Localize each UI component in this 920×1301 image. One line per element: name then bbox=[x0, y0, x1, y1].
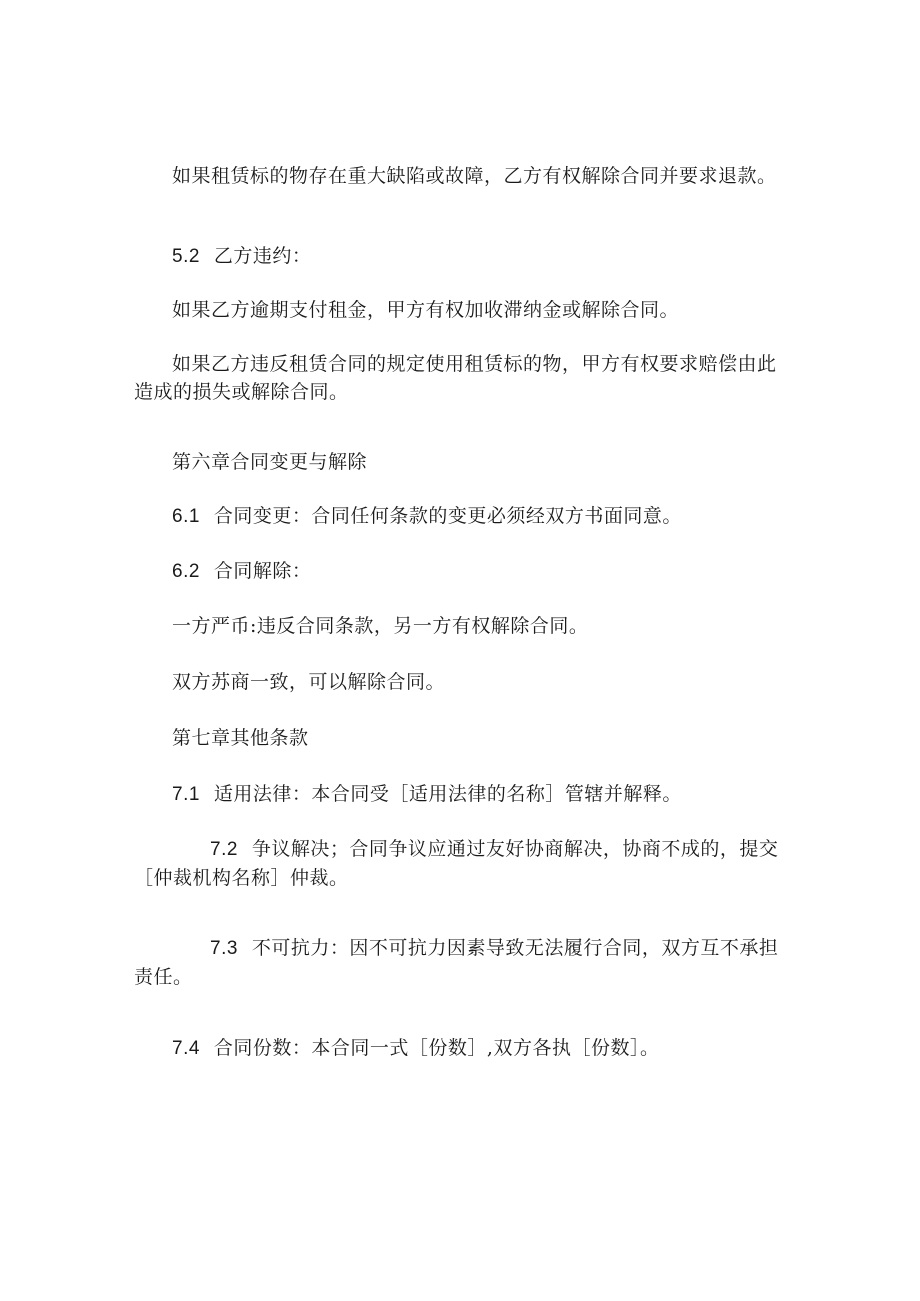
paragraph-lessor-breach-defect bbox=[134, 162, 784, 190]
paragraph-text: 如果乙方逾期支付租金，甲方有权加收滞纳金或解除合同。 bbox=[172, 299, 680, 321]
paragraph-misuse bbox=[134, 350, 784, 406]
chapter-6-heading bbox=[172, 448, 792, 476]
clause-text: 适用法律：本合同受［适用法律的名称］管辖并解释。 bbox=[213, 783, 682, 805]
clause-7-1 bbox=[172, 780, 792, 809]
clause-text: 合同变更：合同任何条款的变更必须经双方书面同意。 bbox=[213, 505, 682, 527]
paragraph-text: 一方严币:违反合同条款，另一方有权解除合同。 bbox=[172, 615, 589, 637]
chapter-title: 第六章合同变更与解除 bbox=[172, 451, 368, 473]
paragraph-late-rent bbox=[172, 296, 792, 324]
clause-number: 7.1 bbox=[172, 784, 200, 805]
clause-7-4 bbox=[172, 1034, 792, 1063]
chapter-7-heading bbox=[172, 724, 792, 752]
clause-5-2 bbox=[172, 242, 792, 271]
clause-number: 7.3 bbox=[210, 938, 238, 959]
paragraph-text: 如果租赁标的物存在重大缺陷或故障，乙方有权解除合同并要求退款。 bbox=[172, 165, 777, 187]
chapter-title: 第七章其他条款 bbox=[172, 727, 309, 749]
clause-text: 不可抗力：因不可抗力因素导致无法履行合同，双方互不承担责任。 bbox=[134, 937, 779, 988]
clause-text: 争议解决；合同争议应通过友好协商解决，协商不成的，提交［仲裁机构名称］仲裁。 bbox=[134, 838, 779, 889]
clause-6-2 bbox=[172, 557, 792, 586]
clause-6-1 bbox=[172, 502, 792, 531]
clause-number: 7.4 bbox=[172, 1038, 200, 1059]
clause-text: 乙方违约： bbox=[213, 245, 312, 267]
paragraph-breach-termination bbox=[172, 612, 792, 640]
paragraph-text: 如果乙方违反租赁合同的规定使用租赁标的物，甲方有权要求赔偿由此造成的损失或解除合同。 bbox=[134, 353, 777, 403]
clause-7-3 bbox=[134, 934, 784, 991]
clause-number: 5.2 bbox=[172, 246, 200, 267]
clause-number: 7.2 bbox=[210, 839, 238, 860]
clause-number: 6.1 bbox=[172, 506, 200, 527]
paragraph-mutual-termination bbox=[172, 668, 792, 696]
clause-number: 6.2 bbox=[172, 561, 200, 582]
clause-text: 合同解除： bbox=[213, 560, 312, 582]
clause-7-2 bbox=[134, 835, 784, 892]
paragraph-text: 双方苏商一致，可以解除合同。 bbox=[172, 671, 446, 693]
clause-text: 合同份数：本合同一式［份数］,双方各执［份数］。 bbox=[213, 1037, 660, 1059]
